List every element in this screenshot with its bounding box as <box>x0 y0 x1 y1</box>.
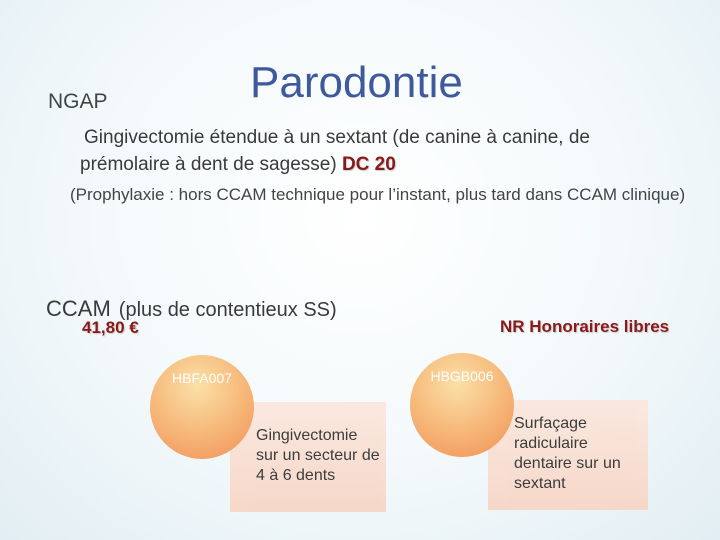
act-card-hbfa007 <box>230 402 386 512</box>
ccam-note: (plus de contentieux SS) <box>118 299 337 321</box>
act-code: HBGB006 <box>430 368 494 384</box>
act-description: Surfaçage radiculaire dentaire sur un sextant <box>514 415 621 492</box>
gingivectomie-item <box>80 125 680 178</box>
gingivectomie-text: Gingivectomie étendue à un sextant (de canine à canine, de prémolaire à dent de sagesse) <box>80 127 590 175</box>
act-code-circle <box>150 355 254 459</box>
act-code-circle <box>410 353 514 457</box>
ngap-label: NGAP <box>48 90 108 113</box>
ccam-price: 41,80 € <box>82 318 139 337</box>
ngap-item <box>44 90 108 114</box>
slide-title: Parodontie <box>250 58 463 107</box>
act-code: HBFA007 <box>172 370 232 386</box>
ccam-label: CCAM <box>46 296 111 321</box>
dc-code: DC 20 <box>341 154 396 175</box>
prophylaxie-note: (Prophylaxie : hors CCAM technique pour l’instant, plus tard dans CCAM clinique) <box>70 185 686 204</box>
nr-honoraires-label: NR Honoraires libres <box>500 317 670 336</box>
act-description: Gingivectomie sur un secteur de 4 à 6 dents <box>256 427 380 484</box>
